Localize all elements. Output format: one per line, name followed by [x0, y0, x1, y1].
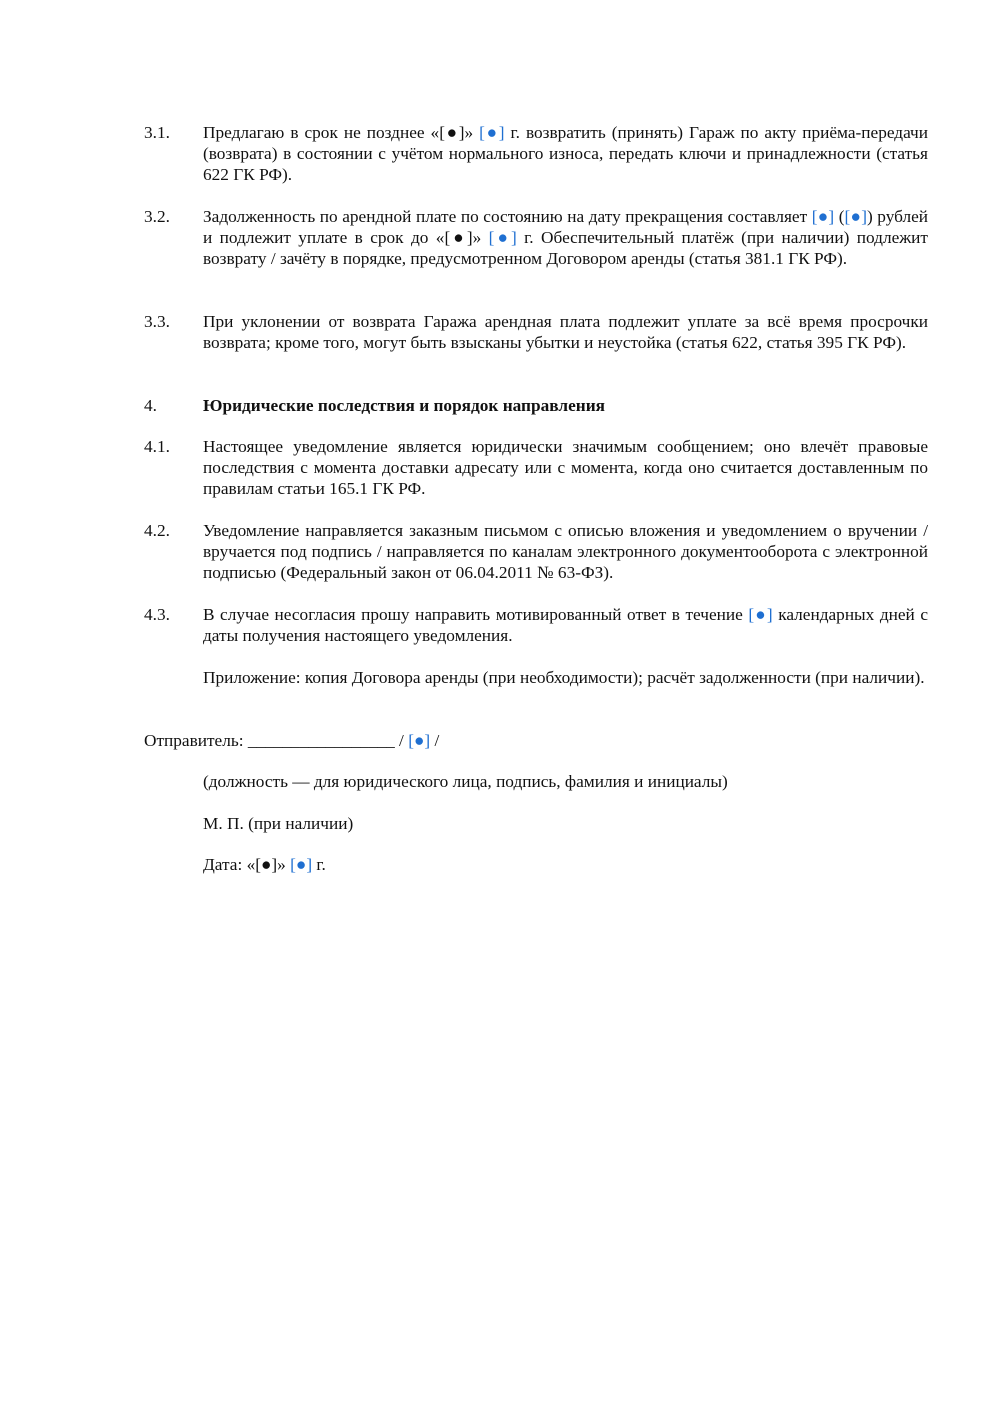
placeholder-field: [●] [408, 731, 431, 750]
clause-text [203, 520, 928, 583]
seal-text: М. П. (при наличии) [203, 814, 354, 833]
attachment-text: Приложение: копия Договора аренды (при необходимости); расчёт задолженности (при наличии). [203, 668, 925, 687]
attachment-note [203, 667, 928, 688]
position-note-text: (должность — для юридического лица, подпись, фамилия и инициалы) [203, 772, 728, 791]
placeholder-field: [●] [748, 605, 773, 624]
text-run: Юридические последствия и порядок направления [203, 396, 605, 415]
clause-3-2 [144, 206, 928, 269]
sender-label: Отправитель: _________________ / [144, 731, 409, 750]
text-run: г. Обеспечительный платёж (при наличии) подлежит возврату / зачёту в порядке, предусмотренном Договором аренды (статья 381.1 ГК РФ). [203, 228, 928, 268]
clause-3-3 [144, 311, 928, 353]
placeholder-field: [●] [844, 207, 867, 226]
clause-text [203, 604, 928, 646]
section-title [203, 395, 928, 416]
text-run: г. возвратить (принять) Гараж по акту приёма-передачи (возврата) в состоянии с учётом нормального износа, передать ключи и принадлежности (статья 622 ГК РФ). [203, 123, 928, 184]
clause-text [203, 122, 928, 185]
text-run: ) рублей и подлежит уплате в срок до «[●]» [203, 207, 929, 247]
clause-number: 3.1. [144, 123, 170, 142]
clause-number: 4.1. [144, 437, 170, 456]
clause-number: 4.2. [144, 521, 170, 540]
clause-3-1 [144, 122, 928, 185]
clause-number: 4.3. [144, 605, 170, 624]
clause-number: 3.2. [144, 207, 170, 226]
text-run: / [430, 731, 440, 750]
text-run: Настоящее уведомление является юридически значимым сообщением; оно влечёт правовые последствия с момента доставки адресату или с момента, когда оно считается доставленным по правилам статьи 165.1 ГК РФ. [203, 437, 928, 498]
placeholder-field: [●] [811, 207, 835, 226]
placeholder-field: [●] [479, 123, 505, 142]
section-4-heading [144, 395, 928, 416]
position-note [203, 771, 928, 792]
clause-text [203, 206, 928, 269]
placeholder-field: [●] [290, 855, 313, 874]
clause-text [203, 436, 928, 499]
section-number: 4. [144, 396, 157, 415]
text-run: Задолженность по арендной плате по состоянию на дату прекращения составляет [203, 207, 812, 226]
placeholder-field: [●] [488, 228, 517, 247]
clause-4-2 [144, 520, 928, 583]
clause-number: 3.3. [144, 312, 170, 331]
seal-line [203, 813, 928, 834]
date-label: Дата: «[●]» [203, 855, 291, 874]
text-run: В случае несогласия прошу направить мотивированный ответ в течение [203, 605, 749, 624]
sender-line [144, 730, 928, 751]
text-run: Уведомление направляется заказным письмом с описью вложения и уведомлением о вручении / вручается под подпись / направляется по каналам электронного документооборота с электронной подписью (Федеральный закон от 06.04.2011 № 63-ФЗ). [203, 521, 928, 582]
date-line [203, 854, 928, 875]
clause-text [203, 311, 928, 353]
text-run: При уклонении от возврата Гаража арендная плата подлежит уплате за всё время просрочки возврата; кроме того, могут быть взысканы убытки и неустойка (статья 622, статья 395 ГК РФ). [203, 312, 928, 352]
clause-4-1 [144, 436, 928, 499]
text-run: ( [834, 207, 845, 226]
text-run: г. [312, 855, 326, 874]
clause-4-3 [144, 604, 928, 646]
text-run: Предлагаю в срок не позднее «[●]» [203, 123, 480, 142]
text-run: календарных дней с даты получения настоящего уведомления. [203, 605, 928, 645]
